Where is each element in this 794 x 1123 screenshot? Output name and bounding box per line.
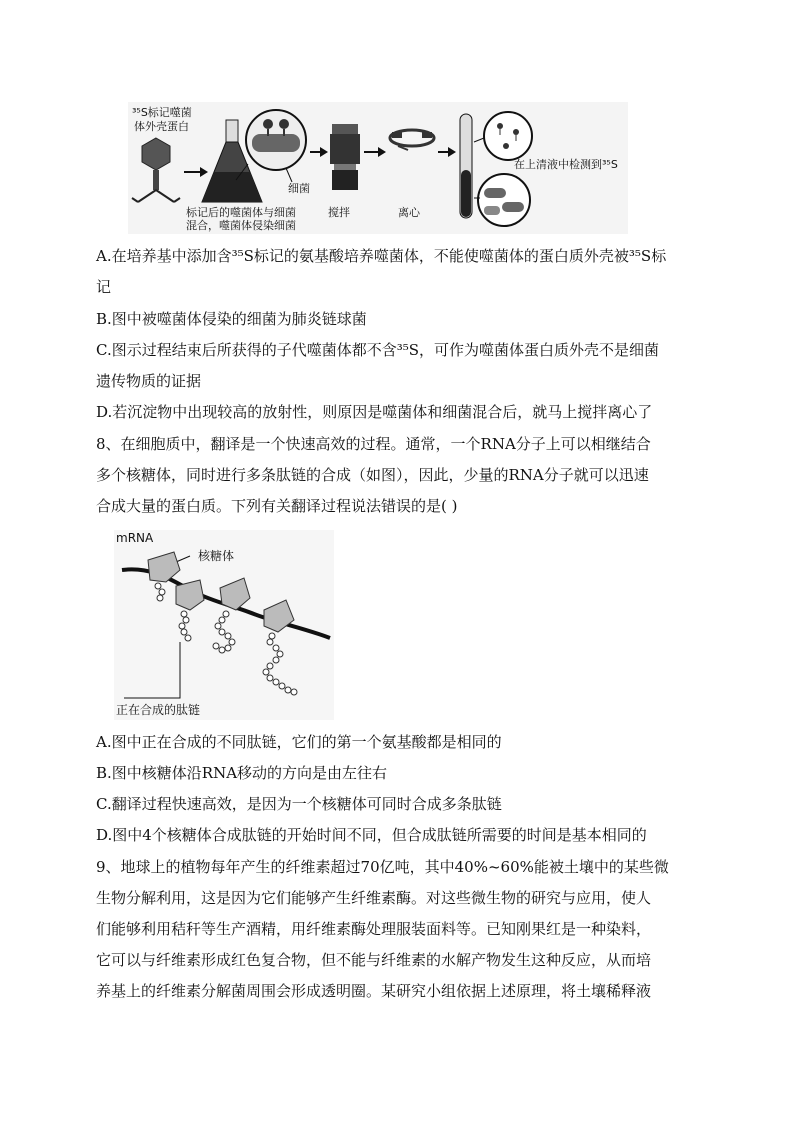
- fig1-label-bacteria: 细菌: [288, 182, 310, 195]
- q9-line1: 9、地球上的植物每年产生的纤维素超过70亿吨，其中40%~60%能被土壤中的某些微: [96, 858, 669, 876]
- q8-stem-line1: 8、在细胞质中，翻译是一个快速高效的过程。通常，一个RNA分子上可以相继结合: [96, 435, 651, 453]
- q9-line4: 它可以与纤维素形成红色复合物，但不能与纤维素的水解产物发生这种反应，从而培: [96, 951, 652, 969]
- q8-stem-line2: 多个核糖体，同时进行多条肽链的合成（如图），因此，少量的RNA分子就可以迅速: [96, 466, 649, 484]
- fig1-label-centrifuge: 离心: [398, 206, 420, 219]
- fig2-label-mrna: mRNA: [116, 531, 154, 545]
- q8-option-a: A.图中正在合成的不同肽链，它们的第一个氨基酸都是相同的: [96, 733, 502, 751]
- translation-figure: [114, 530, 334, 720]
- fig1-label-mix-2: 混合，噬菌体侵染细菌: [186, 219, 296, 232]
- q7-option-b: B.图中被噬菌体侵染的细菌为肺炎链球菌: [96, 310, 367, 328]
- fig1-label-stir: 搅拌: [328, 206, 350, 219]
- fig1-label-supernatant: 在上清液中检测到³⁵S: [514, 158, 618, 171]
- q8-option-b: B.图中核糖体沿RNA移动的方向是由左往右: [96, 764, 388, 782]
- fig2-label-ribosome: 核糖体: [198, 549, 235, 563]
- phage-experiment-figure: [128, 102, 628, 234]
- q8-option-d: D.图中4个核糖体合成肽链的开始时间不同，但合成肽链所需要的时间是基本相同的: [96, 826, 647, 844]
- q7-option-c-line1: C.图示过程结束后所获得的子代噬菌体都不含³⁵S，可作为噬菌体蛋白质外壳不是细菌: [96, 341, 660, 359]
- q9-line2: 生物分解利用，这是因为它们能够产生纤维素酶。对这些微生物的研究与应用，使人: [96, 889, 652, 907]
- test-tube-icon: [460, 114, 472, 218]
- q8-stem-line3: 合成大量的蛋白质。下列有关翻译过程说法错误的是( ): [96, 497, 458, 515]
- q7-option-a-line2: 记: [96, 278, 112, 296]
- q9-line3: 们能够利用秸秆等生产酒精，用纤维素酶处理服装面料等。已知刚果红是一种染料，: [96, 920, 652, 938]
- fig2-label-peptide: 正在合成的肽链: [116, 703, 201, 717]
- q9-line5: 养基上的纤维素分解菌周围会形成透明圈。某研究小组依据上述原理，将土壤稀释液: [96, 982, 652, 1000]
- q8-option-c: C.翻译过程快速高效，是因为一个核糖体可同时合成多条肽链: [96, 795, 502, 813]
- fig1-label-top-left-1: ³⁵S标记噬菌: [132, 106, 192, 119]
- fig1-label-mix-1: 标记后的噬菌体与细菌: [186, 206, 296, 219]
- q7-option-d: D.若沉淀物中出现较高的放射性，则原因是噬菌体和细菌混合后，就马上搅拌离心了: [96, 403, 653, 421]
- fig1-label-top-left-2: 体外壳蛋白: [134, 120, 189, 133]
- q7-option-a-line1: A.在培养基中添加含³⁵S标记的氨基酸培养噬菌体，不能使噬菌体的蛋白质外壳被³⁵S标: [96, 247, 667, 265]
- blender-icon: [330, 124, 360, 190]
- q7-option-c-line2: 遗传物质的证据: [96, 372, 202, 390]
